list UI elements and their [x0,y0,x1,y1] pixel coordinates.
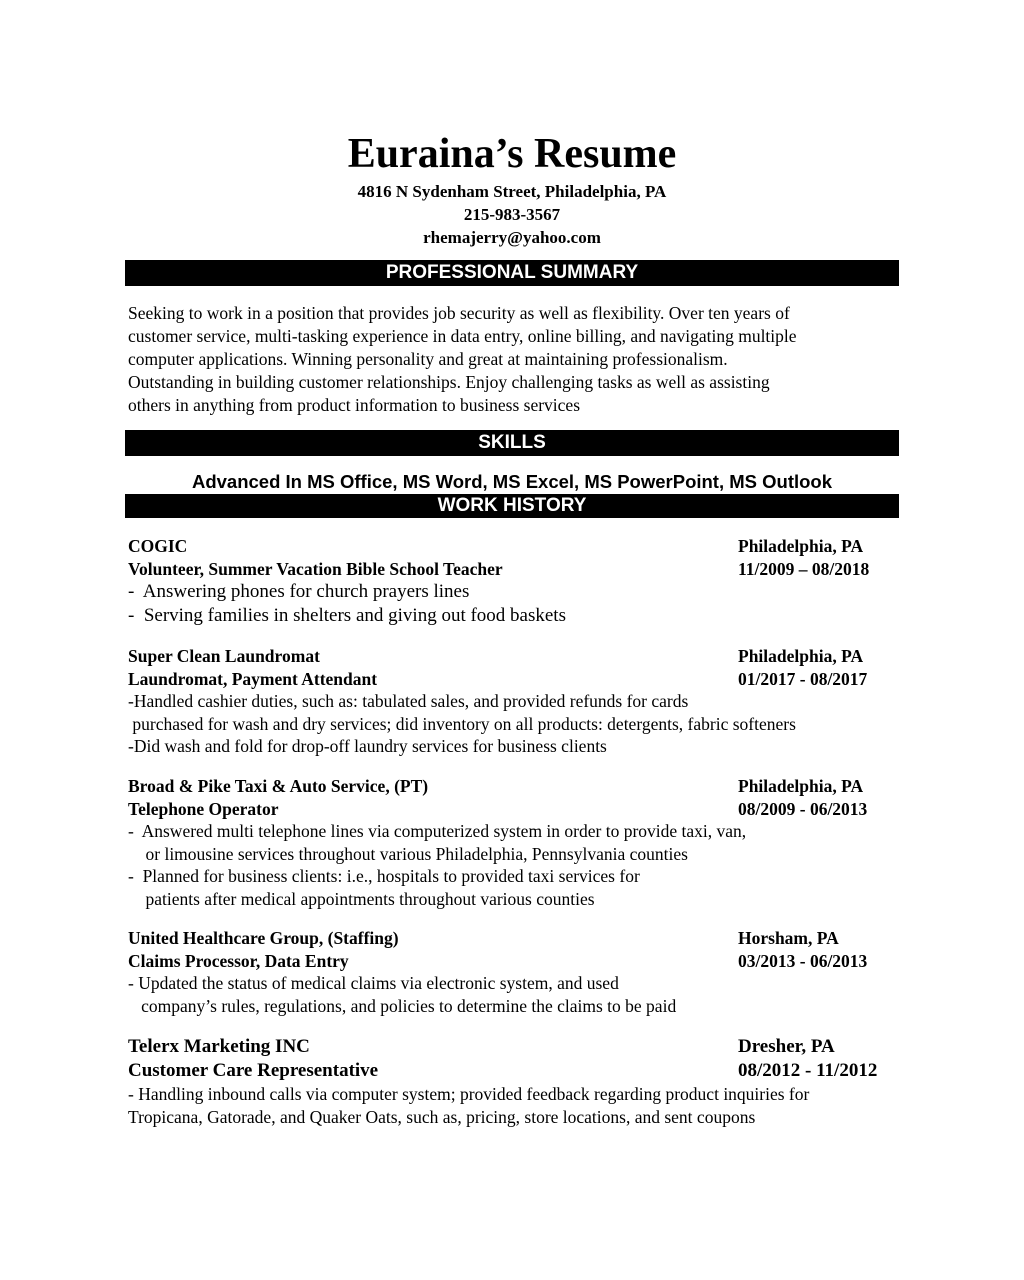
job-bullet: company’s rules, regulations, and policies to determine the claims to be paid [128,995,677,1016]
job-bullet: or limousine services throughout various Philadelphia, Pennsylvania counties [128,843,688,864]
job-title-row [128,798,898,821]
resume-header [0,128,1024,249]
job-title: Claims Processor, Data Entry [128,950,349,971]
job-company: COGIC [128,536,188,556]
address: 4816 N Sydenham Street, Philadelphia, PA [357,182,667,201]
page-title: Euraina’s Resume [347,131,677,177]
summary-line: Outstanding in building customer relationships. Enjoy challenging tasks as well as assisting [128,372,770,392]
job-bullet: - Planned for business clients: i.e., hospitals to provided taxi services for [128,866,640,886]
job-entry [128,535,898,628]
job-dates: 11/2009 – 08/2018 [738,558,870,579]
job-header-row [128,645,898,668]
section-bar-work: WORK HISTORY [125,494,899,518]
job-bullet: -Handled cashier duties, such as: tabulated sales, and provided refunds for cards [128,691,689,711]
job-header-row [128,927,898,950]
job-bullet: - Handling inbound calls via computer system; provided feedback regarding product inquiries for [128,1084,810,1104]
job-bullet: -Did wash and fold for drop-off laundry services for business clients [128,736,607,756]
summary-text [128,302,898,417]
job-dates: 08/2009 - 06/2013 [738,798,868,819]
job-bullet: purchased for wash and dry services; did inventory on all products: detergents, fabric softeners [128,713,796,734]
job-bullet: patients after medical appointments throughout various counties [128,888,595,909]
job-company: United Healthcare Group, (Staffing) [128,928,399,948]
phone: 215-983-3567 [463,205,561,224]
job-dates: 08/2012 - 11/2012 [738,1060,878,1081]
job-dates: 03/2013 - 06/2013 [738,950,868,971]
job-bullet: - Serving families in shelters and giving out food baskets [128,605,566,626]
job-company: Telerx Marketing INC [128,1036,310,1057]
job-location: Philadelphia, PA [738,646,864,666]
email: rhemajerry@yahoo.com [423,228,601,247]
job-title: Telephone Operator [128,798,279,819]
job-company: Broad & Pike Taxi & Auto Service, (PT) [128,776,429,796]
job-bullet: - Answering phones for church prayers lines [128,581,470,602]
job-title: Laundromat, Payment Attendant [128,668,378,689]
job-location: Philadelphia, PA [738,536,864,556]
summary-line: computer applications. Winning personality and great at maintaining professionalism. [128,349,728,369]
job-bullet: Tropicana, Gatorade, and Quaker Oats, such as, pricing, store locations, and sent coupons [128,1106,756,1127]
job-location: Philadelphia, PA [738,776,864,796]
job-title: Customer Care Representative [128,1060,379,1081]
job-entry [128,1035,898,1128]
skills-text: Advanced In MS Office, MS Word, MS Excel, MS PowerPoint, MS Outlook [191,471,833,492]
job-title-row [128,1059,898,1083]
section-bar-skills: SKILLS [125,430,899,456]
job-header-row [128,535,898,558]
job-entry [128,645,898,758]
job-title-row [128,558,898,581]
job-header-row [128,1035,898,1059]
summary-line: others in anything from product information to business services [128,395,581,415]
summary-line: customer service, multi-tasking experience in data entry, online billing, and navigating multiple [128,326,797,346]
job-title-row [128,950,898,973]
job-location: Dresher, PA [738,1036,835,1057]
summary-line: Seeking to work in a position that provides job security as well as flexibility. Over ten years of [128,303,790,323]
job-company: Super Clean Laundromat [128,646,320,666]
job-bullet: - Answered multi telephone lines via computerized system in order to provide taxi, van, [128,821,747,841]
job-bullet: - Updated the status of medical claims via electronic system, and used [128,973,619,993]
job-location: Horsham, PA [738,928,839,948]
section-bar-summary: PROFESSIONAL SUMMARY [125,260,899,286]
job-entry [128,775,898,910]
job-dates: 01/2017 - 08/2017 [738,668,868,689]
job-title: Volunteer, Summer Vacation Bible School Teacher [128,558,503,579]
job-entry [128,927,898,1017]
job-header-row [128,775,898,798]
job-title-row [128,668,898,691]
